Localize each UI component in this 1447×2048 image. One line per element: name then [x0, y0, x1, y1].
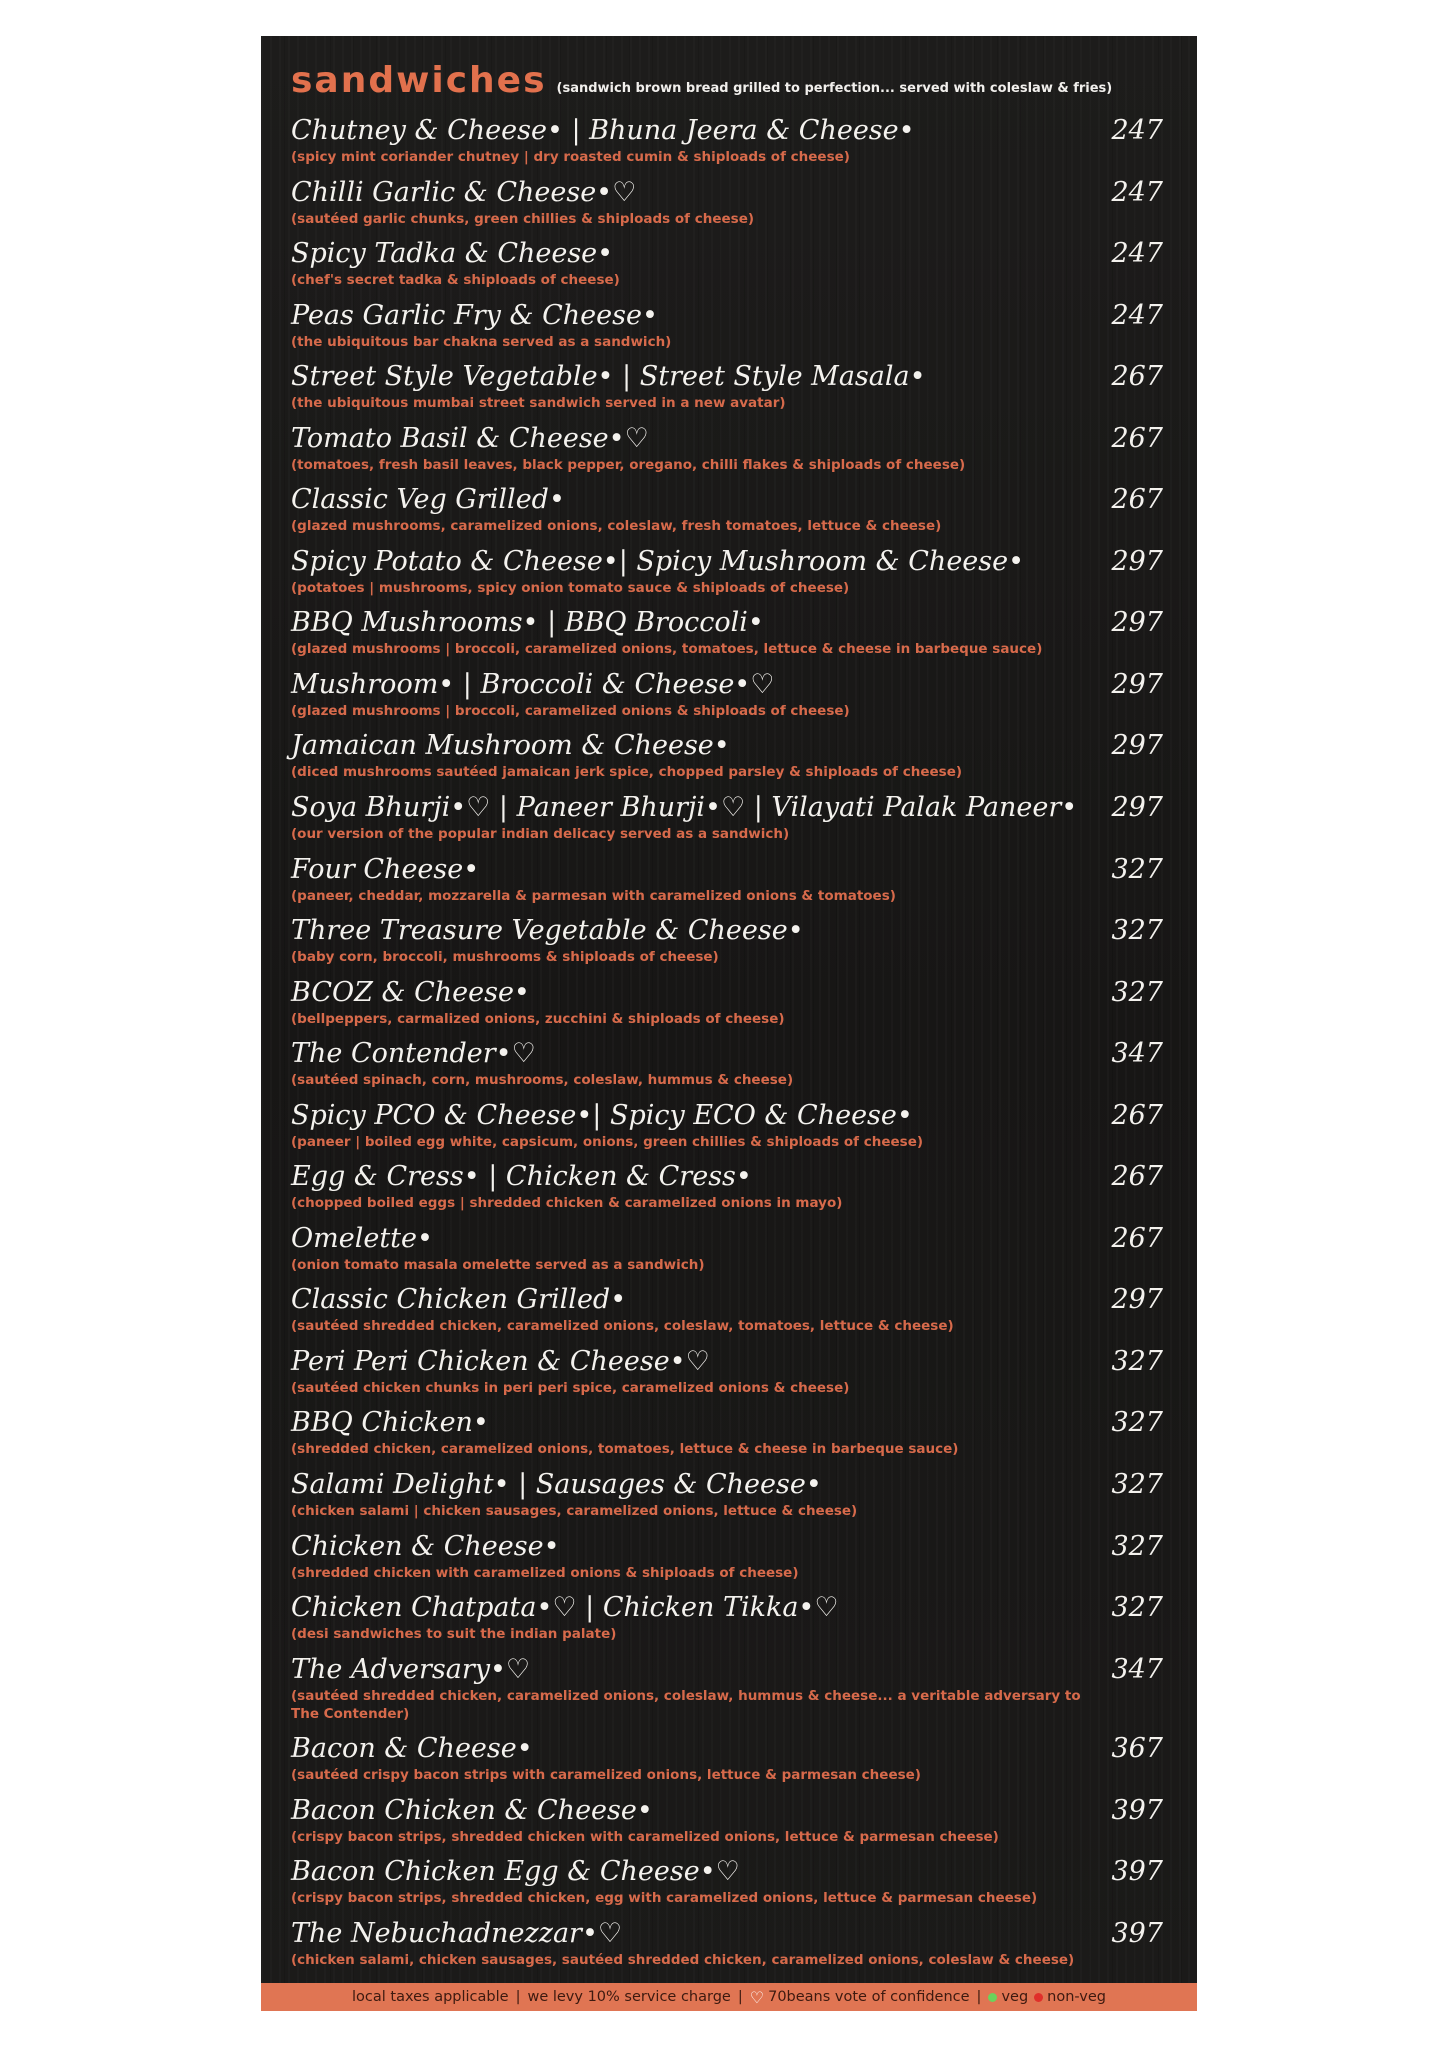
- menu-item: [291, 545, 1167, 597]
- menu-item: [291, 237, 1167, 289]
- item-name: Chutney & Cheese• | Bhuna Jeera & Cheese•: [291, 115, 915, 146]
- footer-taxes: local taxes applicable: [352, 1989, 509, 2005]
- menu-item: [291, 1160, 1167, 1212]
- item-description: (sautéed shredded chicken, caramelized onions, coleslaw, hummus & cheese... a veritable adversary to The Contender): [291, 1687, 1081, 1722]
- menu-item: [291, 729, 1167, 781]
- item-price: 247: [1111, 299, 1163, 331]
- item-description: (sautéed chicken chunks in peri peri spice, caramelized onions & cheese): [291, 1379, 850, 1396]
- item-price: 327: [1111, 976, 1163, 1008]
- item-name: Mushroom• | Broccoli & Cheese•♡: [291, 668, 775, 700]
- item-name: Jamaican Mushroom & Cheese•: [291, 730, 730, 762]
- item-price: 297: [1111, 1284, 1163, 1316]
- menu-item: [291, 853, 1167, 905]
- item-name: Classic Chicken Grilled•: [291, 1284, 627, 1316]
- item-description: (shredded chicken with caramelized onions & shiploads of cheese): [291, 1564, 799, 1581]
- item-description: (bellpeppers, carmalized onions, zucchini & shiploads of cheese): [291, 1010, 785, 1027]
- menu-item: [291, 176, 1167, 228]
- menu-item: [291, 1099, 1167, 1151]
- item-price: 267: [1111, 1161, 1163, 1193]
- menu-item: [291, 1222, 1167, 1274]
- menu-item: [291, 1406, 1167, 1458]
- item-description: (diced mushrooms sautéed jamaican jerk spice, chopped parsley & shiploads of cheese): [291, 764, 963, 781]
- item-description: (glazed mushrooms | broccoli, caramelized onions, tomatoes, lettuce & cheese in barbeque sauce): [291, 641, 1043, 658]
- item-price: 327: [1111, 853, 1163, 885]
- item-description: (glazed mushrooms | broccoli, caramelized onions & shiploads of cheese): [291, 702, 850, 719]
- item-description: (desi sandwiches to suit the indian palate): [291, 1626, 617, 1643]
- menu-item: [291, 1530, 1167, 1582]
- item-name: BBQ Chicken•: [291, 1407, 489, 1439]
- item-name: Salami Delight• | Sausages & Cheese•: [291, 1469, 822, 1501]
- item-description: (crispy bacon strips, shredded chicken with caramelized onions, lettuce & parmesan cheese): [291, 1828, 999, 1845]
- item-name: The Contender•♡: [291, 1038, 536, 1070]
- item-name: Street Style Vegetable• | Street Style Masala•: [291, 361, 926, 393]
- item-description: (baby corn, broccoli, mushrooms & shiploads of cheese): [291, 949, 719, 966]
- item-price: 267: [1111, 361, 1163, 393]
- item-name: Chilli Garlic & Cheese•♡: [291, 176, 637, 208]
- menu-item: [291, 1037, 1167, 1089]
- item-description: (onion tomato masala omelette served as a sandwich): [291, 1256, 705, 1273]
- menu-item: [291, 914, 1167, 966]
- menu-item: [291, 1917, 1167, 1969]
- nonveg-dot-icon: [1034, 1993, 1043, 2002]
- menu-item: [291, 1732, 1167, 1784]
- item-price: 347: [1111, 1653, 1163, 1685]
- item-description: (sautéed garlic chunks, green chillies & shiploads of cheese): [291, 210, 755, 227]
- item-name: Bacon Chicken Egg & Cheese•♡: [291, 1856, 740, 1888]
- item-name: Soya Bhurji•♡ | Paneer Bhurji•♡ | Vilayati Palak Paneer•: [291, 792, 1078, 824]
- footer-confidence: 70beans vote of confidence: [768, 1989, 970, 2005]
- item-description: (the ubiquitous mumbai street sandwich served in a new avatar): [291, 395, 786, 412]
- heart-icon: ♡: [749, 1987, 765, 2007]
- item-price: 297: [1111, 668, 1163, 700]
- menu-item: [291, 360, 1167, 412]
- item-description: (chopped boiled eggs | shredded chicken & caramelized onions in mayo): [291, 1195, 843, 1212]
- menu-item: [291, 791, 1167, 843]
- item-price: 247: [1111, 115, 1163, 146]
- item-price: 267: [1111, 1099, 1163, 1131]
- item-price: 397: [1111, 1917, 1163, 1949]
- item-description: (chef's secret tadka & shiploads of cheese): [291, 272, 620, 289]
- footer-separator: |: [737, 1989, 743, 2005]
- menu-item: [291, 1794, 1167, 1846]
- item-name: Spicy PCO & Cheese•| Spicy ECO & Cheese•: [291, 1099, 913, 1131]
- item-price: 297: [1111, 545, 1163, 577]
- menu-item: [291, 1468, 1167, 1520]
- item-description: (chicken salami | chicken sausages, caramelized onions, lettuce & cheese): [291, 1503, 858, 1520]
- menu-title: sandwiches: [291, 60, 547, 101]
- item-description: (sautéed shredded chicken, caramelized onions, coleslaw, tomatoes, lettuce & cheese): [291, 1318, 954, 1335]
- menu-item: [291, 114, 1167, 166]
- item-description: (our version of the popular indian delicacy served as a sandwich): [291, 826, 790, 843]
- item-price: 247: [1111, 176, 1163, 208]
- item-price: 267: [1111, 1222, 1163, 1254]
- item-name: Egg & Cress• | Chicken & Cress•: [291, 1161, 752, 1193]
- menu-item: [291, 422, 1167, 474]
- footer-veg-label: veg: [1001, 1989, 1029, 2005]
- item-description: (paneer | boiled egg white, capsicum, onions, green chillies & shiploads of cheese): [291, 1133, 924, 1150]
- menu-item: [291, 1653, 1167, 1723]
- footer-nonveg-label: non-veg: [1047, 1989, 1106, 2005]
- footer-service-charge: we levy 10% service charge: [527, 1989, 731, 2005]
- item-name: Bacon Chicken & Cheese•: [291, 1794, 653, 1826]
- item-price: 347: [1111, 1038, 1163, 1070]
- item-description: (sautéed spinach, corn, mushrooms, coleslaw, hummus & cheese): [291, 1072, 794, 1089]
- item-name: Classic Veg Grilled•: [291, 484, 565, 516]
- item-price: 397: [1111, 1856, 1163, 1888]
- item-name: Three Treasure Vegetable & Cheese•: [291, 915, 804, 947]
- menu-item: [291, 668, 1167, 720]
- item-price: 327: [1111, 1345, 1163, 1377]
- item-name: Spicy Potato & Cheese•| Spicy Mushroom & Cheese•: [291, 545, 1025, 577]
- item-name: Peas Garlic Fry & Cheese•: [291, 299, 658, 331]
- menu-items: [291, 114, 1167, 1969]
- menu-item: [291, 1283, 1167, 1335]
- item-description: (potatoes | mushrooms, spicy onion tomato sauce & shiploads of cheese): [291, 579, 850, 596]
- item-name: Spicy Tadka & Cheese•: [291, 238, 614, 270]
- menu-item: [291, 483, 1167, 535]
- item-name: Omelette•: [291, 1222, 433, 1254]
- item-price: 327: [1111, 1469, 1163, 1501]
- menu-item: [291, 1855, 1167, 1907]
- item-name: Four Cheese•: [291, 853, 480, 885]
- menu-item: [291, 976, 1167, 1028]
- item-price: 267: [1111, 484, 1163, 516]
- item-name: The Nebuchadnezzar•♡: [291, 1917, 623, 1949]
- item-name: Peri Peri Chicken & Cheese•♡: [291, 1345, 710, 1377]
- item-description: (paneer, cheddar, mozzarella & parmesan with caramelized onions & tomatoes): [291, 887, 896, 904]
- item-price: 397: [1111, 1794, 1163, 1826]
- menu-board: [261, 36, 1197, 2011]
- item-price: 327: [1111, 915, 1163, 947]
- item-name: Tomato Basil & Cheese•♡: [291, 422, 649, 454]
- footer-separator: |: [515, 1989, 521, 2005]
- menu-item: [291, 1345, 1167, 1397]
- menu-subtitle: (sandwich brown bread grilled to perfection... served with coleslaw & fries): [556, 81, 1113, 96]
- menu-item: [291, 606, 1167, 658]
- item-description: (sautéed crispy bacon strips with caramelized onions, lettuce & parmesan cheese): [291, 1767, 921, 1784]
- menu-item: [291, 1591, 1167, 1643]
- item-description: (spicy mint coriander chutney | dry roasted cumin & shiploads of cheese): [291, 149, 850, 165]
- item-price: 297: [1111, 730, 1163, 762]
- item-price: 327: [1111, 1407, 1163, 1439]
- menu-header: [291, 60, 1167, 112]
- item-price: 367: [1111, 1733, 1163, 1765]
- item-price: 297: [1111, 792, 1163, 824]
- item-price: 267: [1111, 422, 1163, 454]
- item-price: 327: [1111, 1530, 1163, 1562]
- item-name: BBQ Mushrooms• | BBQ Broccoli•: [291, 607, 764, 639]
- item-name: Chicken Chatpata•♡ | Chicken Tikka•♡: [291, 1592, 839, 1624]
- item-description: (shredded chicken, caramelized onions, tomatoes, lettuce & cheese in barbeque sauce): [291, 1441, 959, 1458]
- item-name: Chicken & Cheese•: [291, 1530, 560, 1562]
- item-name: Bacon & Cheese•: [291, 1733, 533, 1765]
- item-price: 247: [1111, 238, 1163, 270]
- item-description: (glazed mushrooms, caramelized onions, coleslaw, fresh tomatoes, lettuce & cheese): [291, 518, 942, 535]
- item-description: (crispy bacon strips, shredded chicken, egg with caramelized onions, lettuce & parmesan cheese): [291, 1890, 1038, 1907]
- footer-separator: |: [976, 1989, 982, 2005]
- item-name: BCOZ & Cheese•: [291, 976, 530, 1008]
- item-price: 297: [1111, 607, 1163, 639]
- item-description: (chicken salami, chicken sausages, sautéed shredded chicken, caramelized onions, coleslaw & cheese): [291, 1951, 1075, 1968]
- item-price: 327: [1111, 1592, 1163, 1624]
- item-description: (the ubiquitous bar chakna served as a sandwich): [291, 333, 672, 350]
- item-description: (tomatoes, fresh basil leaves, black pepper, oregano, chilli flakes & shiploads of cheese): [291, 456, 966, 473]
- menu-item: [291, 299, 1167, 351]
- veg-dot-icon: [988, 1993, 997, 2002]
- footer-bar: [261, 1983, 1197, 2011]
- item-name: The Adversary•♡: [291, 1653, 531, 1685]
